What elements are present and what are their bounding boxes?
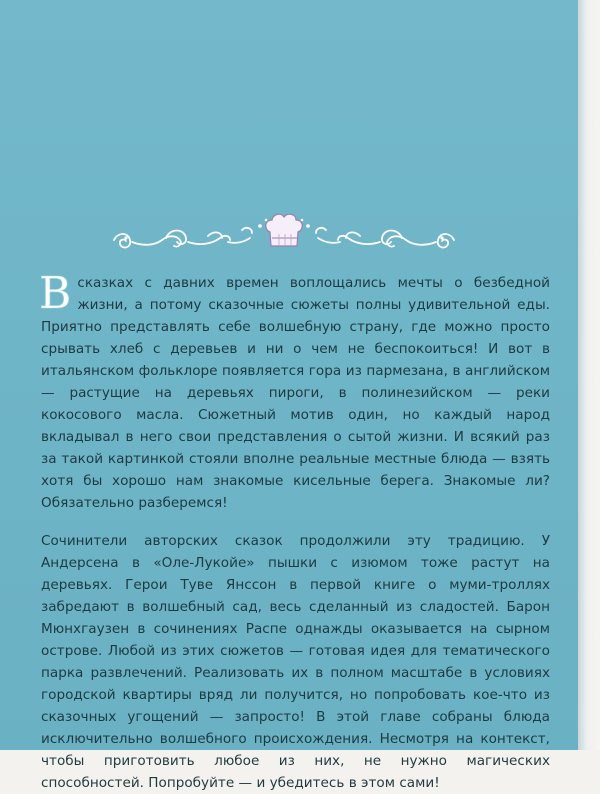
chef-hat-icon xyxy=(266,214,303,246)
paragraph-1 xyxy=(39,268,550,514)
page-edge xyxy=(578,0,600,750)
paragraph-2: Сочинители авторских сказок продолжили эту традицию. У Андерсена в «Оле-Лукойе» пышки с изюмом тоже растут на деревьях. Герои Туве Янссон в первой книге о муми-троллях забредают в волшебный сад, весь сделанный из сладостей. Барон Мюнхгаузен в сочинениях Распе однажды оказывается на сырном острове. Любой из этих сюжетов — готовая идея для тематического парка развлечений. Реализовать их в полном масштабе в условиях городской квартиры вряд ли получится, но попробовать кое-что из сказочных угощений — запросто! В этой главе собраны блюда исключительно волшебного происхождения. Несмотря на контекст, чтобы приготовить любое из них, не нужно магических способностей. Попробуйте — и убедитесь в этом сами! xyxy=(41,533,550,791)
decorative-divider xyxy=(110,208,458,264)
paragraph-1-text: сказках с давних времен воплощались мечты о безбедной жизни, а потому сказочные сюжеты полны удивительной еды. Приятно представлять себе волшебную страну, где можно просто срывать хлеб с деревьев и ни о чем не беспокоиться! И вот в итальянском фольклоре появляется гора из пармезана, в английском — растущие на деревьях пироги, в полинезийском — реки кокосового масла. Сюжетный мотив один, но каждый народ вкладывал в него свои представления о сытой жизни. И всякий раз за такой картинкой стояли вполне реальные местные блюда — взять хотя бы хорошо нам знакомые кисельные берега. Знакомые ли? Обязательно разберемся! xyxy=(41,275,550,511)
drop-cap: В xyxy=(39,268,72,319)
left-flourish xyxy=(114,228,252,248)
right-flourish xyxy=(316,228,454,248)
body-text xyxy=(39,268,550,794)
